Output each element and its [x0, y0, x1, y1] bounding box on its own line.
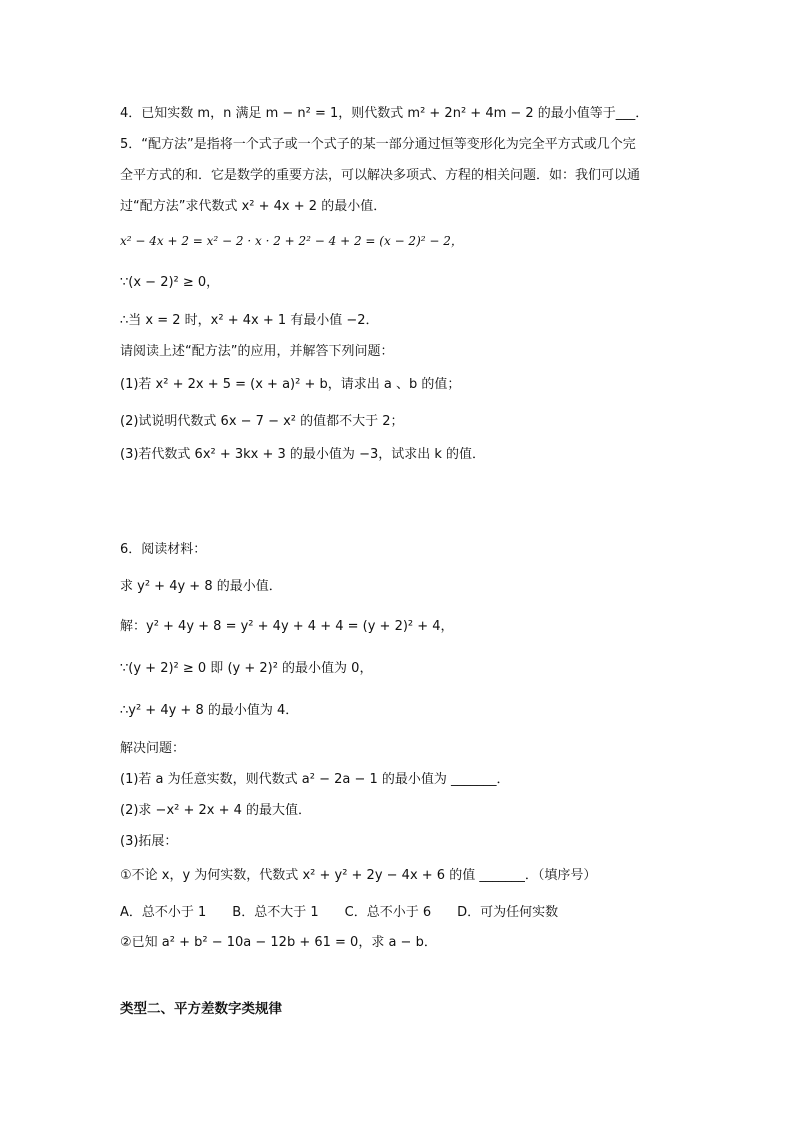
problem-5-part-1: (1)若 x² + 2x + 5 = (x + a)² + b，请求出 a 、b 的值； — [120, 377, 461, 392]
problem-6-part-3-item-1: ①不论 x，y 为何实数，代数式 x² + y² + 2y − 4x + 6 的值 _______．（填序号） — [120, 868, 597, 883]
problem-4: 4．已知实数 m，n 满足 m − n² = 1，则代数式 m² + 2n² + 4m − 2 的最小值等于___． — [120, 106, 649, 121]
problem-6-part-2: (2)求 −x² + 2x + 4 的最大值． — [120, 803, 312, 818]
problem-6-part-1: (1)若 a 为任意实数，则代数式 a² − 2a − 1 的最小值为 _______． — [120, 772, 510, 787]
problem-6-because: ∵(y + 2)² ≥ 0 即 (y + 2)² 的最小值为 0， — [120, 661, 373, 676]
problem-6-options: A．总不小于 1 B．总不大于 1 C．总不小于 6 D．可为任何实数 — [120, 905, 559, 920]
problem-6-material: 求 y² + 4y + 8 的最小值． — [120, 579, 282, 594]
problem-5-therefore: ∴当 x = 2 时，x² + 4x + 1 有最小值 −2． — [120, 313, 379, 328]
problem-6-solution: 解：y² + 4y + 8 = y² + 4y + 4 + 4 = (y + 2)² + 4， — [120, 619, 454, 634]
problem-6-part-3-item-2: ②已知 a² + b² − 10a − 12b + 61 = 0，求 a − b． — [120, 935, 437, 950]
problem-6-part-3: (3)拓展： — [120, 834, 178, 849]
problem-5-intro-line-3: 过“配方法”求代数式 x² + 4x + 2 的最小值． — [120, 199, 387, 214]
problem-5-intro-line-2: 全平方式的和．它是数学的重要方法，可以解决多项式、方程的相关问题．如：我们可以通 — [120, 168, 641, 183]
problem-5-intro-line-1: 5．“配方法”是指将一个式子或一个式子的某一部分通过恒等变形化为完全平方式或几个完 — [120, 137, 636, 152]
problem-6-solve-heading: 解决问题： — [120, 741, 186, 756]
problem-5-because: ∵(x − 2)² ≥ 0， — [120, 275, 220, 290]
problem-5-part-2: (2)试说明代数式 6x − 7 − x² 的值都不大于 2； — [120, 414, 404, 429]
problem-5-instruction: 请阅读上述“配方法”的应用，并解答下列问题： — [120, 344, 394, 359]
problem-5-part-3: (3)若代数式 6x² + 3kx + 3 的最小值为 −3，试求出 k 的值． — [120, 447, 486, 462]
problem-6-title: 6．阅读材料： — [120, 542, 207, 557]
problem-6-therefore: ∴y² + 4y + 8 的最小值为 4． — [120, 703, 299, 718]
problem-5-completing-square: x² − 4x + 2 = x² − 2 · x · 2 + 2² − 4 + 2 = (x − 2)² − 2， — [120, 234, 463, 248]
section-heading: 类型二、平方差数字类规律 — [120, 1001, 282, 1017]
